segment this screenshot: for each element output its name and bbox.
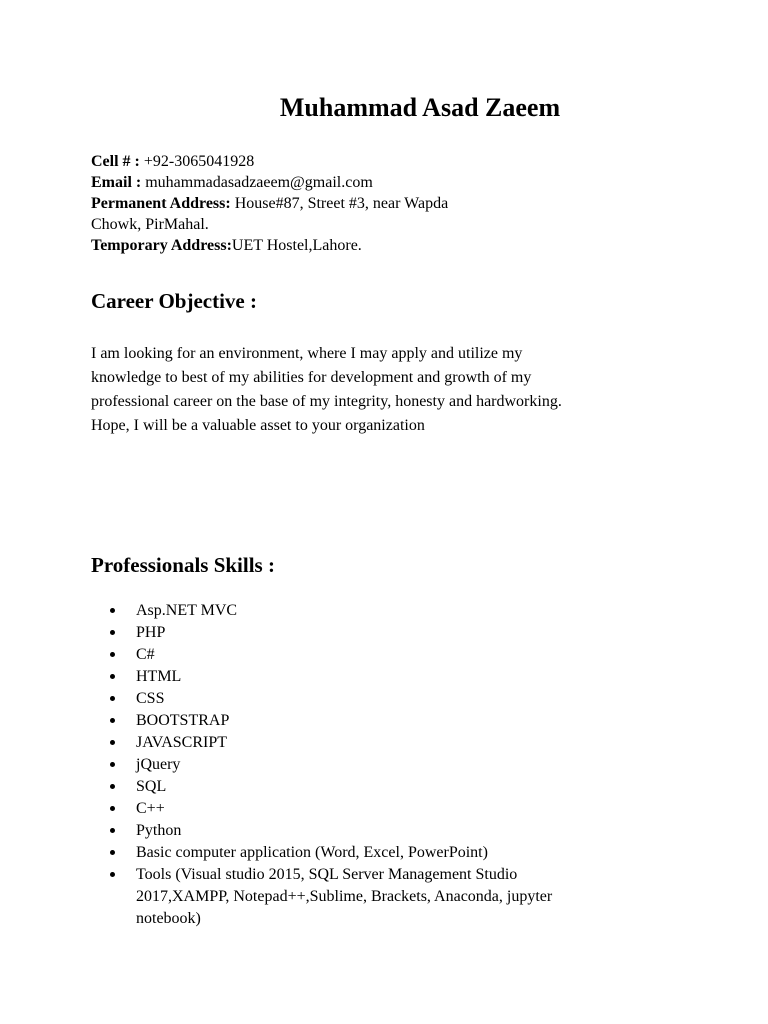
bullet-icon <box>110 784 115 789</box>
bullet-icon <box>110 762 115 767</box>
objective-line: Hope, I will be a valuable asset to your organization <box>91 417 425 434</box>
skill-label: jQuery <box>136 756 181 773</box>
skill-label: C# <box>136 646 155 663</box>
bullet-icon <box>110 718 115 723</box>
skill-item <box>110 644 610 666</box>
objective-line: professional career on the base of my integrity, honesty and hardworking. <box>91 393 562 410</box>
skill-label: Tools (Visual studio 2015, SQL Server Management Studio 2017,XAMPP, Notepad++,Sublime, Brackets, Anaconda, jupyter notebook) <box>136 866 553 927</box>
bullet-icon <box>110 806 115 811</box>
skill-item <box>110 732 610 754</box>
cell-line <box>91 151 511 172</box>
email-label: Email : <box>91 174 142 191</box>
bullet-icon <box>110 696 115 701</box>
cell-value: +92-3065041928 <box>139 153 255 170</box>
skill-label: HTML <box>136 668 182 685</box>
bullet-icon <box>110 608 115 613</box>
skill-item <box>110 600 610 622</box>
skill-item <box>110 776 610 798</box>
permanent-address-line-2: Chowk, PirMahal. <box>91 216 209 233</box>
cell-label: Cell # : <box>91 153 140 170</box>
skill-label: Basic computer application (Word, Excel, PowerPoint) <box>136 844 488 861</box>
temporary-address-value: UET Hostel,Lahore. <box>231 237 362 254</box>
skill-item <box>110 820 610 842</box>
contact-block <box>91 151 511 256</box>
skill-label: CSS <box>136 690 165 707</box>
temporary-address-label: Temporary Address: <box>91 237 232 254</box>
skill-label: Asp.NET MVC <box>136 602 238 619</box>
objective-line: I am looking for an environment, where I may apply and utilize my <box>91 345 523 362</box>
skill-label: PHP <box>136 624 166 641</box>
skill-item <box>110 622 610 644</box>
bullet-icon <box>110 674 115 679</box>
skill-label: C++ <box>136 800 165 817</box>
skill-label: SQL <box>136 778 167 795</box>
bullet-icon <box>110 850 115 855</box>
skills-list <box>110 600 610 930</box>
bullet-icon <box>110 740 115 745</box>
email-value: muhammadasadzaeem@gmail.com <box>141 174 373 191</box>
bullet-icon <box>110 652 115 657</box>
bullet-icon <box>110 872 115 877</box>
skill-item <box>110 798 610 820</box>
skills-heading: Professionals Skills : <box>91 553 275 577</box>
temporary-address-line <box>91 235 511 256</box>
skill-item <box>110 710 610 732</box>
career-objective-text <box>91 342 621 438</box>
skill-item <box>110 754 610 776</box>
bullet-icon <box>110 630 115 635</box>
skill-item <box>110 864 606 930</box>
skill-label: Python <box>136 822 182 839</box>
career-objective-heading: Career Objective : <box>91 289 257 313</box>
bullet-icon <box>110 828 115 833</box>
permanent-address-value: House#87, Street #3, near Wapda <box>230 195 449 212</box>
email-line <box>91 172 511 193</box>
skill-label: JAVASCRIPT <box>136 734 228 751</box>
skill-label: BOOTSTRAP <box>136 712 230 729</box>
skill-item <box>110 688 610 710</box>
permanent-address-line <box>91 193 511 214</box>
skill-item <box>110 666 610 688</box>
objective-line: knowledge to best of my abilities for development and growth of my <box>91 369 532 386</box>
permanent-address-label: Permanent Address: <box>91 195 231 212</box>
resume-name: Muhammad Asad Zaeem <box>279 93 561 122</box>
skill-item <box>110 842 610 864</box>
